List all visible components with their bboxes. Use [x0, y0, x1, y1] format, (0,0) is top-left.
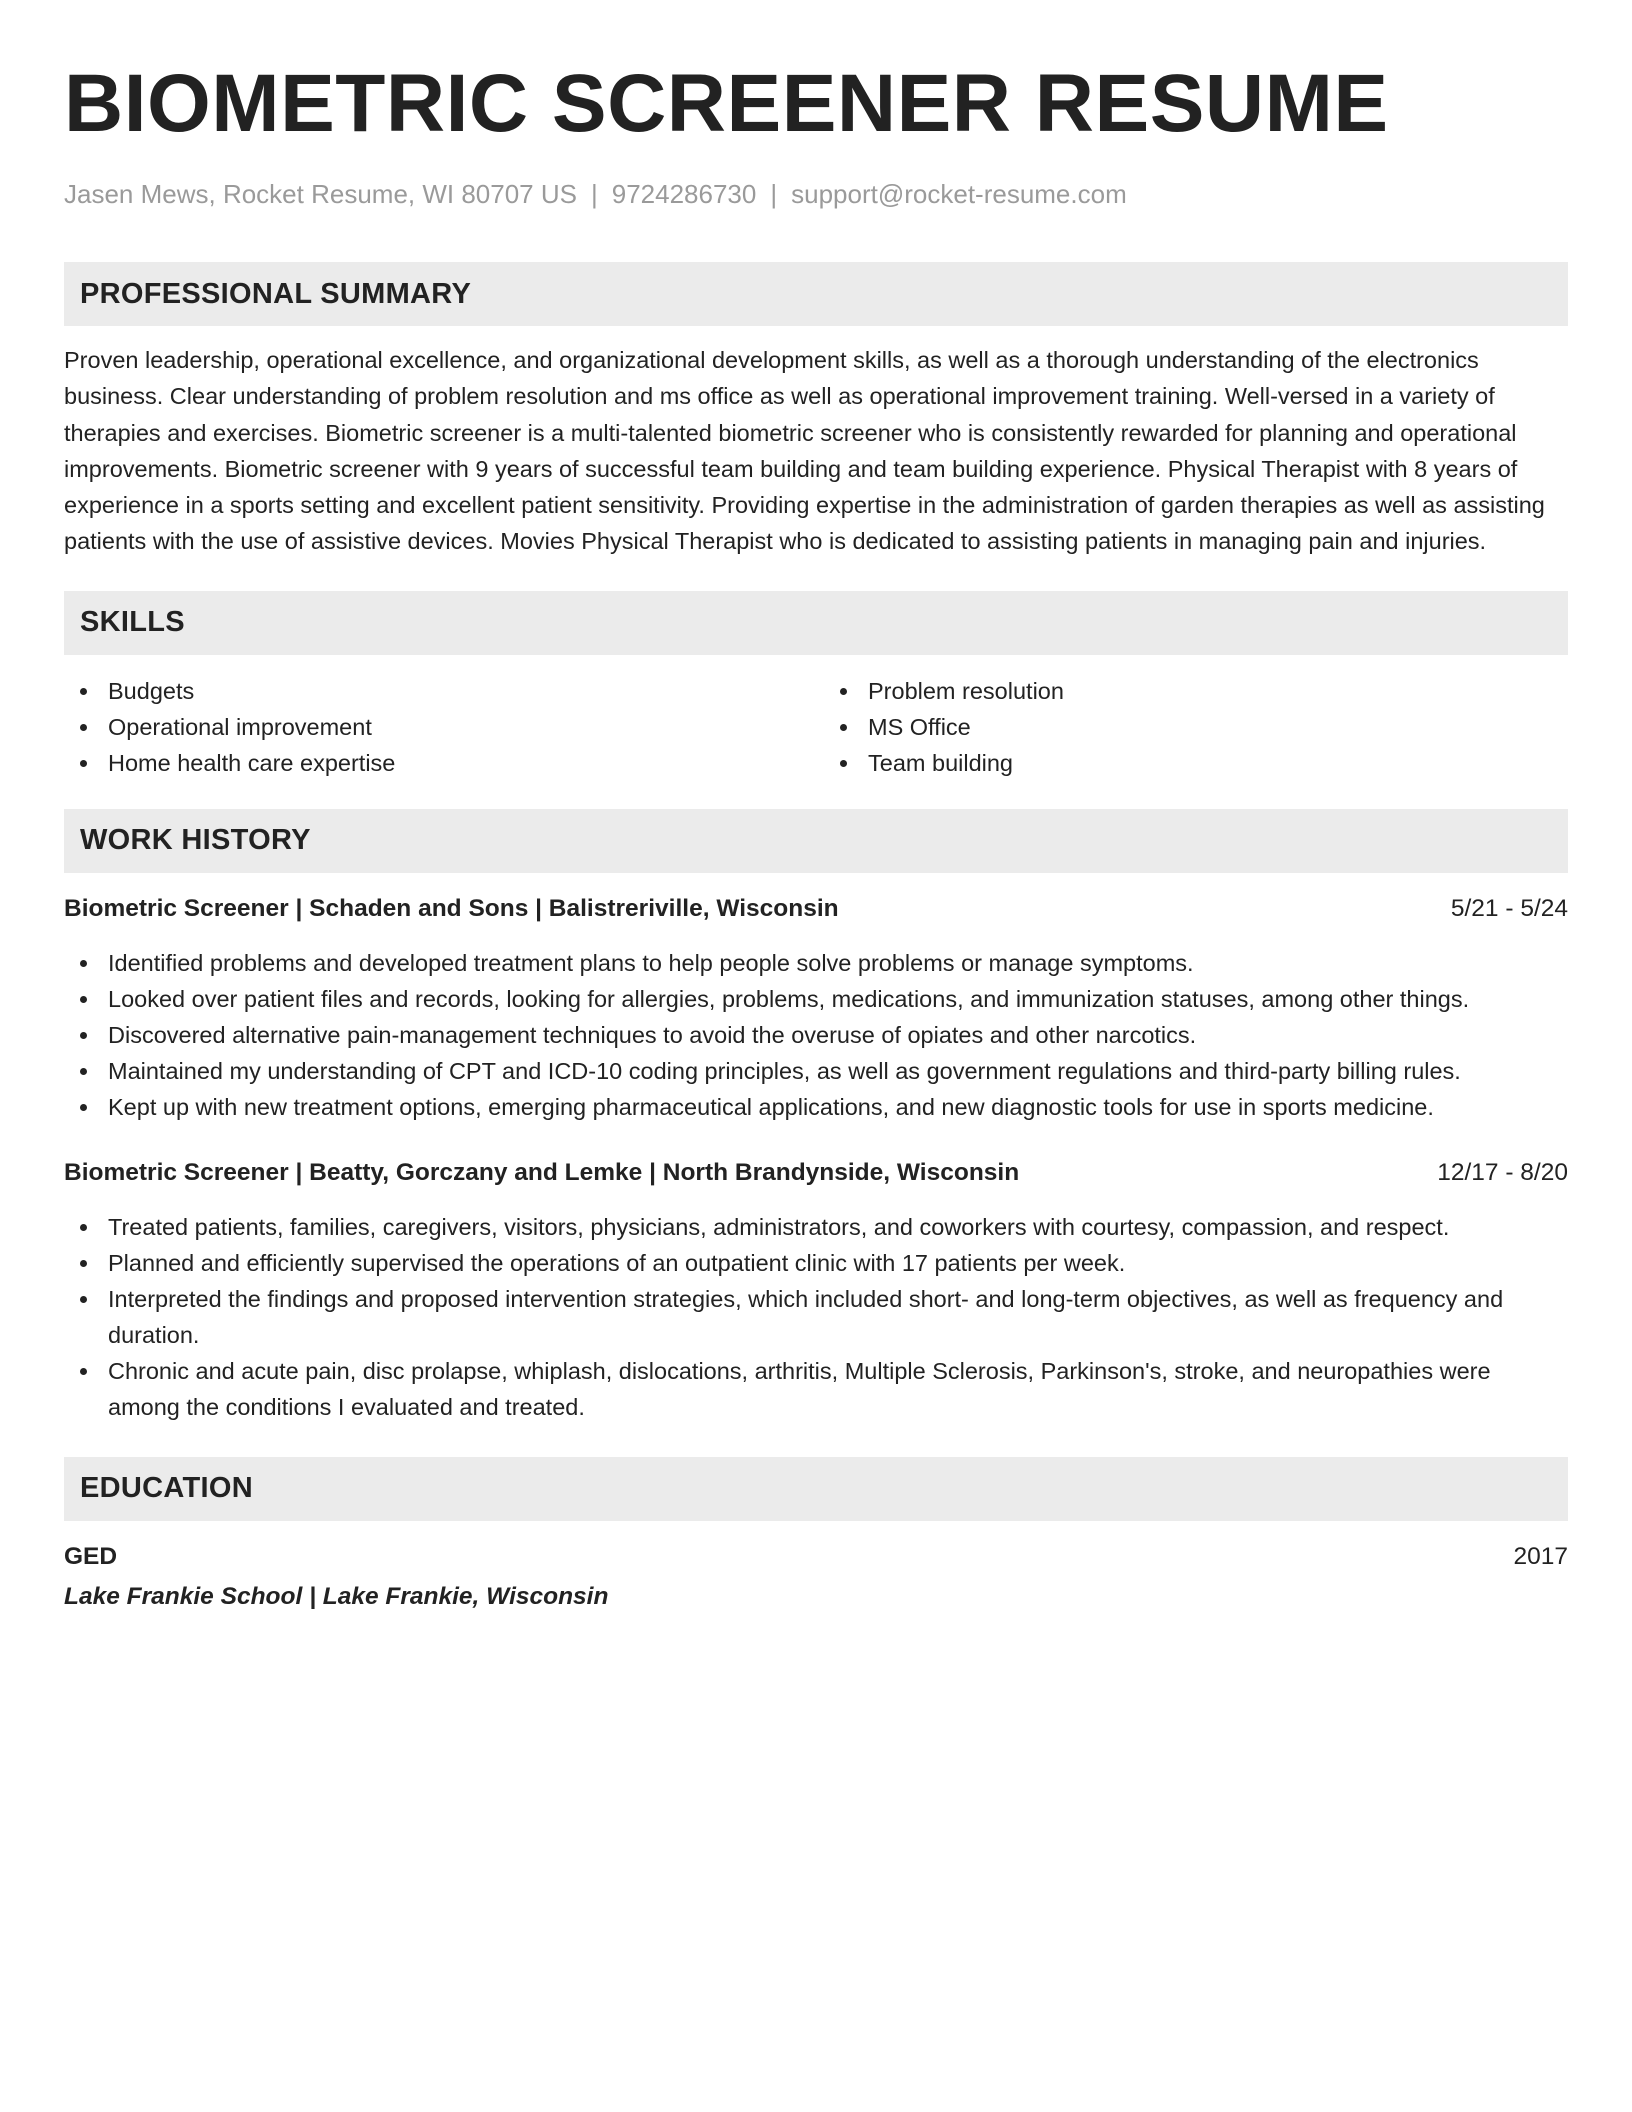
skill-item: Budgets [64, 673, 808, 709]
section-heading-work-history: WORK HISTORY [64, 809, 1568, 873]
job-duty-item: Treated patients, families, caregivers, visitors, physicians, administrators, and coworkers with courtesy, compassion, and respect. [64, 1209, 1568, 1245]
job-duty-item: Chronic and acute pain, disc prolapse, whiplash, dislocations, arthritis, Multiple Sclerosis, Parkinson's, stroke, and neuropathies were among the conditions I evaluated and treated. [64, 1353, 1568, 1425]
education-entry [64, 1539, 1568, 1615]
section-heading-education: EDUCATION [64, 1457, 1568, 1521]
summary-paragraph: Proven leadership, operational excellence, and organizational development skills, as well as a thorough understanding of the electronics business. Clear understanding of problem resolution and ms office as well as operational improvement training. Well-versed in a variety of therapies and exercises. Biometric screener is a multi-talented biometric screener who is consistently rewarded for planning and operational improvements. Biometric screener with 9 years of successful team building and team building experience. Physical Therapist with 8 years of experience in a sports setting and excellent patient sensitivity. Providing expertise in the administration of garden therapies as well as assisting patients with the use of assistive devices. Movies Physical Therapist who is dedicated to assisting patients in managing pain and injuries. [64, 347, 1545, 555]
skill-item: Operational improvement [64, 709, 808, 745]
job-duty-item: Looked over patient files and records, looking for allergies, problems, medications, and immunization statuses, among other things. [64, 981, 1568, 1017]
skills-list [64, 673, 1568, 781]
job-dates: 5/21 - 5/24 [1450, 894, 1568, 922]
resume-title: BIOMETRIC SCREENER RESUME [64, 58, 1389, 149]
job-duties [64, 1209, 1568, 1425]
section-heading-skills: SKILLS [64, 591, 1568, 655]
job-duty-item: Maintained my understanding of CPT and ICD-10 coding principles, as well as government regulations and third-party billing rules. [64, 1053, 1568, 1089]
skills-column-right [824, 673, 1568, 781]
section-heading-summary: PROFESSIONAL SUMMARY [64, 262, 1568, 326]
skills-column-left [64, 673, 808, 781]
job-duty-item: Identified problems and developed treatment plans to help people solve problems or manage symptoms. [64, 945, 1568, 981]
contact-separator: | [770, 179, 778, 209]
contact-separator: | [590, 179, 598, 209]
job-title: Biometric Screener | Beatty, Gorczany and Lemke | North Brandynside, Wisconsin [64, 1158, 1020, 1186]
skill-item: Team building [824, 745, 1568, 781]
education-year: 2017 [1513, 1542, 1568, 1570]
education-degree: GED [64, 1542, 118, 1570]
job-title: Biometric Screener | Schaden and Sons | Balistreriville, Wisconsin [64, 894, 839, 922]
skill-item: MS Office [824, 709, 1568, 745]
education-header [64, 1539, 1568, 1575]
contact-phone: 9724286730 [611, 179, 757, 209]
job-entry [64, 891, 1568, 1125]
job-duties [64, 945, 1568, 1125]
contact-line [64, 178, 1568, 210]
job-duty-item: Kept up with new treatment options, emerging pharmaceutical applications, and new diagnostic tools for use in sports medicine. [64, 1089, 1568, 1125]
job-duty-item: Interpreted the findings and proposed intervention strategies, which included short- and long-term objectives, as well as frequency and duration. [64, 1281, 1568, 1353]
job-dates: 12/17 - 8/20 [1437, 1158, 1568, 1186]
contact-email: support@rocket-resume.com [791, 179, 1127, 209]
skill-item: Home health care expertise [64, 745, 808, 781]
contact-address: Jasen Mews, Rocket Resume, WI 80707 US [64, 179, 577, 209]
skill-item: Problem resolution [824, 673, 1568, 709]
job-header [64, 1155, 1568, 1191]
job-duty-item: Discovered alternative pain-management techniques to avoid the overuse of opiates and other narcotics. [64, 1017, 1568, 1053]
job-header [64, 891, 1568, 927]
job-duty-item: Planned and efficiently supervised the operations of an outpatient clinic with 17 patients per week. [64, 1245, 1568, 1281]
job-entry [64, 1155, 1568, 1425]
education-school: Lake Frankie School | Lake Frankie, Wisconsin [64, 1582, 609, 1610]
